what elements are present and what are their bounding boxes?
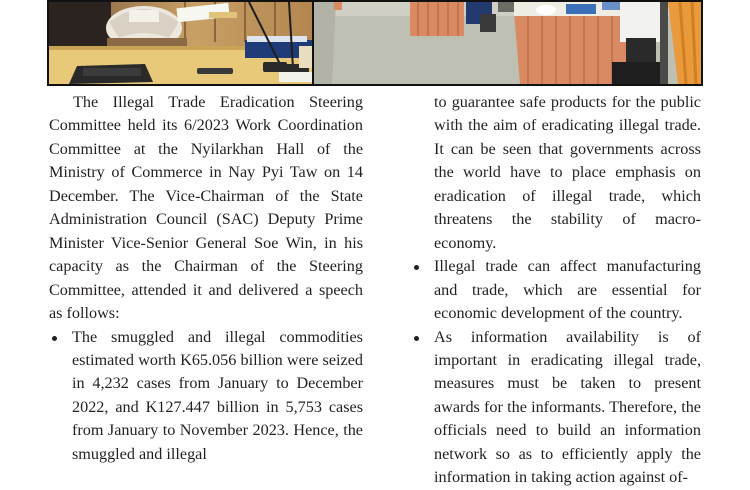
article-column-left — [49, 91, 363, 466]
bullet-list-left — [49, 326, 363, 467]
intro-paragraph: The Illegal Trade Eradication Steering Committee held its 6/2023 Work Coordination Committee at the Nyilarkhan Hall of the Ministry of Commerce in Nay Pyi Taw on 14 December. The Vice-Chairman of the State Administration Council (SAC) Deputy Prime Minister Vice-Senior General Soe Win, in his capacity as the Chairman of the Steering Committee, attended it and delivered a speech as follows: — [49, 93, 363, 323]
meeting-photo-chairman — [49, 2, 312, 84]
bullet-item-continued: to guarantee safe products for the public with the aim of eradicating illegal trade. It can be seen that governments across the world have to place emphasis on eradication of illegal trade, which threatens the stability of macro-economy. — [434, 93, 701, 252]
meeting-photo-participants — [314, 2, 701, 84]
bullet-list-right — [411, 91, 701, 490]
bullet-item-seized-commodities: The smuggled and illegal commodities estimated worth K65.056 billion were seized in 4,232 cases from January to December 2022, and K127.447 billion in 5,753 cases from January to November 2023. Hence, the smuggled and illegal — [49, 326, 363, 467]
article-column-right — [411, 91, 701, 490]
bullet-item-information-network: As information availability is of important in eradicating illegal trade, measures must be taken to present awards for the informants. Therefore, the officials need to build an information network so as to efficiently apply the information in taking action against of- — [411, 326, 701, 490]
photo-strip — [47, 0, 703, 86]
bullet-item-manufacturing-trade: Illegal trade can affect manufacturing and trade, which are essential for economic development of the country. — [411, 255, 701, 325]
